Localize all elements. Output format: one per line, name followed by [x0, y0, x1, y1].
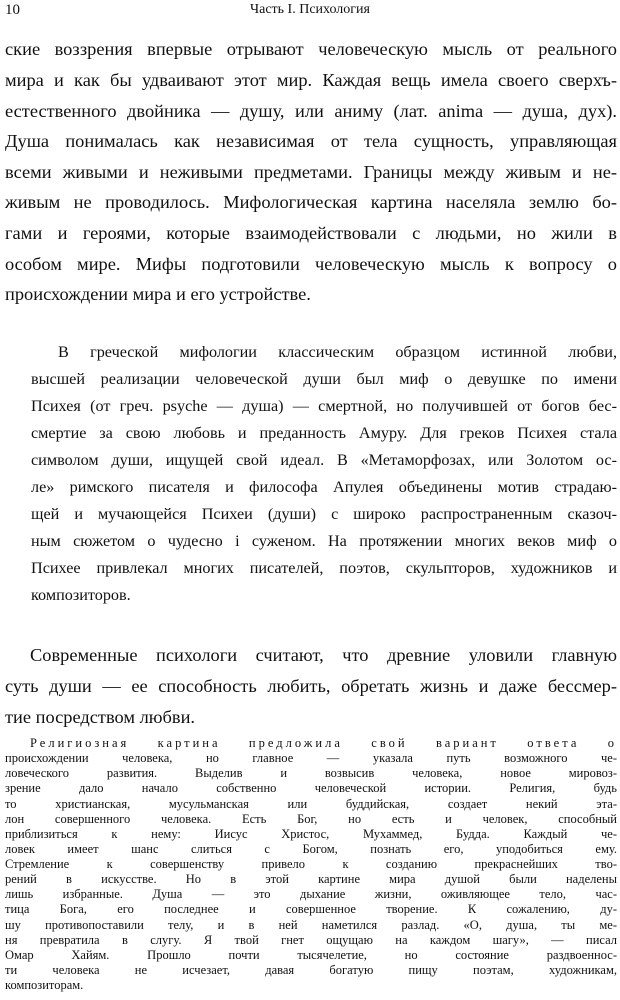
- text-line: зрение дало начало собственно человеческой истории. Религия, будь: [5, 781, 617, 796]
- text-line: всеми живыми и неживыми предметами. Границы между живым и не-: [5, 162, 617, 182]
- page-number: 10: [5, 2, 20, 18]
- text-line: ловек имеет шанс слиться с Богом, познать его, уподобиться ему.: [5, 841, 617, 856]
- text-line: лишь избранные. Душа — это дыхание жизни, оживляющее тело, час-: [5, 887, 617, 902]
- text-line: Современные психологи считают, что древние уловили главную: [30, 645, 617, 665]
- text-line: шу противопоставили телу, и в ней наметился разлад. «О, душа, ты ме-: [5, 917, 617, 932]
- quote-line: высшей реализации человеческой души был миф о девушке по имени: [31, 370, 617, 388]
- text-line: тица Бога, его последнее и совершенное творение. К сожалению, ду-: [5, 902, 617, 917]
- quote-line: смертие за свою любовь и преданность Амуру. Для греков Психея стала: [31, 424, 617, 442]
- quote-line: В греческой мифологии классическим образцом истинной любви,: [58, 343, 617, 361]
- text-line: суть души — ее способность любить, обретать жизнь и даже бессмер-: [5, 676, 617, 696]
- quote-line: Психея (от греч. psyche — душа) — смертной, но получившей от богов бес-: [31, 397, 617, 415]
- text-line: Омар Хайям. Прошло почти тысячелетие, но состояние раздвоеннос-: [5, 947, 617, 962]
- text-line: Душа понималась как независимая от тела сущность, управляющая: [5, 131, 617, 151]
- text-line: естественного двойника — душу, или аниму (лат. anima — душа, дух).: [5, 101, 617, 121]
- text-line: происхождении мира и его устройстве.: [5, 284, 311, 304]
- text-line: то христианская, мусульманская или буддийская, создает некий эта-: [5, 796, 617, 811]
- quote-line: щей и мучающейся Психеи (души) с широко распространенным сказоч-: [31, 505, 617, 523]
- text-line: происхождении человека, но главное — указала путь возможного че-: [5, 751, 617, 766]
- text-line: особом мире. Мифы подготовили человеческую мысль к вопросу о: [5, 254, 617, 274]
- text-line: ские воззрения впервые отрывают человеческую мысль от реального: [5, 39, 617, 59]
- page-header: [0, 0, 620, 22]
- text-line: рений в искусстве. Но в этой картине мира душой были наделены: [5, 872, 617, 887]
- text-line: ня превратила в слугу. Я твой гнет ощущаю на каждом шагу», — писал: [5, 932, 617, 947]
- text-line: приблизиться к нему: Иисус Христос, Мухаммед, Будда. Каждый че-: [5, 826, 617, 841]
- text-line: гами и героями, которые взаимодействовали с людьми, но жили в: [5, 223, 617, 243]
- text-line: Религиозная картина предложила свой вариант ответа о: [30, 736, 617, 750]
- quote-line: Психее привлекал многих писателей, поэтов, скульпторов, художников и: [31, 559, 617, 577]
- running-head: Часть I. Психология: [250, 2, 370, 17]
- text-line: композиторам.: [5, 978, 84, 992]
- quote-line: символом души, ищущей свой идеал. В «Метаморфозах, или Золотом ос-: [31, 451, 617, 469]
- text-line: Стремление к совершенству привело к созданию прекраснейших тво-: [5, 857, 617, 871]
- text-line: живым не проводилось. Мифологическая картина населяла землю бо-: [5, 192, 617, 212]
- text-line: мира и как бы удваивают этот мир. Каждая вещь имела своего сверхъ-: [5, 70, 617, 90]
- text-line: тие посредством любви.: [5, 707, 196, 727]
- quote-line: ным сюжетом о чудесно і суженом. На протяжении многих веков миф о: [31, 532, 617, 550]
- text-line: ти человека не исчезает, давая богатую пищу поэтам, художникам,: [5, 962, 617, 977]
- text-line: ловеческого развития. Выделив и возвысив человека, новое мировоз-: [5, 766, 617, 781]
- quote-line: ле» римского писателя и философа Апулея объединены мотив страдаю-: [31, 478, 617, 496]
- quote-line: композиторов.: [31, 586, 131, 604]
- text-line: лон совершенного человека. Есть Бог, но есть и человек, способный: [5, 811, 617, 826]
